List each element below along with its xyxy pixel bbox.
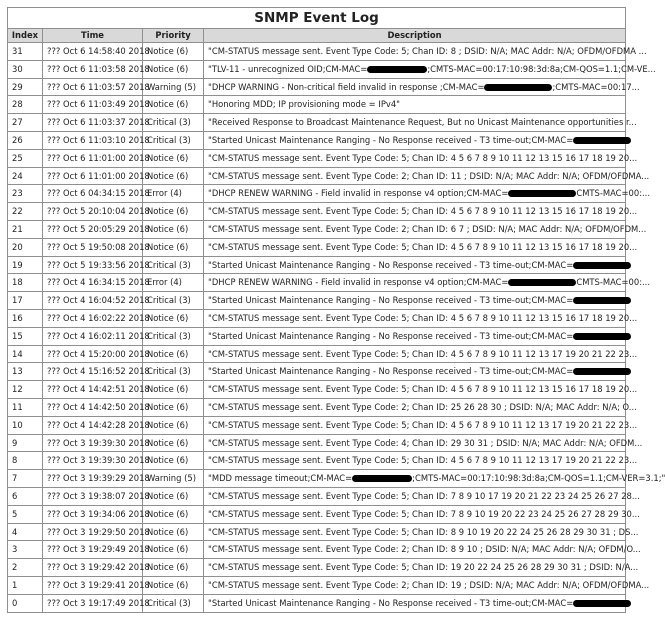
redaction-mark — [484, 84, 552, 91]
table-row — [8, 327, 626, 345]
row-description — [204, 559, 639, 577]
description-text: "CM-STATUS message sent. Event Type Code: 5; Chan ID: 4 5 6 7 8 9 10 11 12 13 15 16 17 18 19 20... — [208, 241, 638, 252]
row-index: 31 — [8, 43, 43, 61]
table-row — [8, 594, 626, 612]
row-index: 16 — [8, 309, 43, 327]
row-index: 6 — [8, 487, 43, 505]
row-index: 25 — [8, 149, 43, 167]
description-text: "Started Unicast Maintenance Ranging - No Response received - T3 time-out;CM-MAC= — [208, 134, 574, 145]
row-index: 21 — [8, 220, 43, 238]
event-log-table — [7, 7, 665, 613]
description-text: "CM-STATUS message sent. Event Type Code: 5; Chan ID: 4 5 6 7 8 9 10 11 12 13 17 19 20 21 22 23... — [208, 455, 638, 466]
description-text: "MDD message timeout;CM-MAC= — [208, 473, 353, 484]
table-row — [8, 416, 626, 434]
row-index: 24 — [8, 167, 43, 185]
row-description — [204, 523, 639, 541]
row-time: ??? Oct 4 16:02:22 2018 — [43, 309, 143, 327]
row-description — [204, 149, 638, 167]
description-text: "CM-STATUS message sent. Event Type Code: 2; Chan ID: 6 7 ; DSID: N/A; MAC Addr: N/A; OFDM/OFDM... — [208, 223, 647, 234]
col-header-time: Time — [43, 29, 143, 43]
row-priority: Notice (6) — [143, 398, 204, 416]
table-row — [8, 505, 626, 523]
row-time: ??? Oct 4 16:02:11 2018 — [43, 327, 143, 345]
table-title: SNMP Event Log — [8, 8, 626, 29]
row-description — [204, 274, 651, 292]
redaction-mark — [573, 368, 631, 375]
description-text: "DHCP RENEW WARNING - Field invalid in response v4 option;CM-MAC= — [208, 277, 509, 288]
row-priority: Warning (5) — [143, 470, 204, 488]
redaction-mark — [573, 600, 631, 607]
row-priority: Notice (6) — [143, 96, 204, 114]
row-time: ??? Oct 3 19:34:06 2018 — [43, 505, 143, 523]
row-index: 10 — [8, 416, 43, 434]
row-index: 13 — [8, 363, 43, 381]
row-description — [204, 541, 641, 559]
row-description — [204, 434, 643, 452]
description-text: "CM-STATUS message sent. Event Type Code: 5; Chan ID: 7 8 9 10 19 20 22 23 24 25 26 27 28 29 30... — [208, 508, 640, 519]
row-time: ??? Oct 6 11:03:10 2018 — [43, 131, 143, 149]
table-row — [8, 363, 626, 381]
row-index: 27 — [8, 114, 43, 132]
table-row — [8, 131, 626, 149]
row-index: 1 — [8, 576, 43, 594]
description-text: "CM-STATUS message sent. Event Type Code: 2; Chan ID: 11 ; DSID: N/A; MAC Addr: N/A; OFDM/OFDMA... — [208, 170, 650, 181]
table-row — [8, 43, 626, 61]
table-row — [8, 60, 626, 78]
row-index: 18 — [8, 274, 43, 292]
description-text-tail: ;CMTS-MAC=00:17:10:98:3d:8a;CM-QOS=1.1;CM-VER=3.1;" — [412, 473, 665, 484]
row-index: 4 — [8, 523, 43, 541]
description-text: "CM-STATUS message sent. Event Type Code: 5; Chan ID: 4 5 6 7 8 9 10 11 12 13 15 16 17 18 19 20... — [208, 152, 638, 163]
description-text: "Received Response to Broadcast Maintenance Request, But no Unicast Maintenance opportunities r... — [208, 117, 637, 128]
description-text-tail: ;CMTS-MAC=00:17:10:98:3d:8a;CM-QOS=1.1;CM-VE... — [427, 63, 656, 74]
row-time: ??? Oct 4 14:42:50 2018 — [43, 398, 143, 416]
row-priority: Warning (5) — [143, 78, 204, 96]
description-text: "CM-STATUS message sent. Event Type Code: 5; Chan ID: 7 8 9 10 17 19 20 21 22 23 24 25 26 27 28... — [208, 490, 640, 501]
row-time: ??? Oct 6 11:01:00 2018 — [43, 149, 143, 167]
row-index: 5 — [8, 505, 43, 523]
description-text: "Started Unicast Maintenance Ranging - No Response received - T3 time-out;CM-MAC= — [208, 330, 574, 341]
row-index: 7 — [8, 470, 43, 488]
table-row — [8, 256, 626, 274]
row-index: 15 — [8, 327, 43, 345]
row-index: 0 — [8, 594, 43, 612]
row-time: ??? Oct 5 19:33:56 2018 — [43, 256, 143, 274]
redaction-mark — [508, 190, 576, 197]
description-text: "CM-STATUS message sent. Event Type Code: 5; Chan ID: 8 ; DSID: N/A; MAC Addr: N/A; OFDM/OFDMA ... — [208, 46, 647, 56]
row-priority: Critical (3) — [143, 114, 204, 132]
row-priority: Notice (6) — [143, 238, 204, 256]
row-time: ??? Oct 4 15:20:00 2018 — [43, 345, 143, 363]
row-description — [204, 576, 650, 594]
table-row — [8, 203, 626, 221]
row-index: 20 — [8, 238, 43, 256]
row-priority: Notice (6) — [143, 541, 204, 559]
row-time: ??? Oct 3 19:29:41 2018 — [43, 576, 143, 594]
row-priority: Critical (3) — [143, 131, 204, 149]
description-text: "CM-STATUS message sent. Event Type Code: 2; Chan ID: 19 ; DSID: N/A; MAC Addr: N/A; OFDM/OFDMA... — [208, 579, 650, 590]
description-text: "Started Unicast Maintenance Ranging - No Response received - T3 time-out;CM-MAC= — [208, 597, 574, 608]
row-time: ??? Oct 6 11:03:37 2018 — [43, 114, 143, 132]
description-text: "Started Unicast Maintenance Ranging - No Response received - T3 time-out;CM-MAC= — [208, 295, 574, 306]
row-time: ??? Oct 3 19:39:30 2018 — [43, 434, 143, 452]
table-row — [8, 434, 626, 452]
row-time: ??? Oct 6 11:03:58 2018 — [43, 60, 143, 78]
row-time: ??? Oct 3 19:17:49 2018 — [43, 594, 143, 612]
row-time: ??? Oct 5 20:10:04 2018 — [43, 203, 143, 221]
row-priority: Notice (6) — [143, 43, 204, 61]
row-priority: Notice (6) — [143, 452, 204, 470]
row-index: 9 — [8, 434, 43, 452]
row-index: 19 — [8, 256, 43, 274]
table-row — [8, 274, 626, 292]
row-time: ??? Oct 5 20:05:29 2018 — [43, 220, 143, 238]
row-index: 11 — [8, 398, 43, 416]
description-text: "CM-STATUS message sent. Event Type Code: 5; Chan ID: 4 5 6 7 8 9 10 11 12 13 17 19 20 21 22 23... — [208, 419, 638, 430]
redaction-mark — [573, 262, 631, 269]
row-priority: Notice (6) — [143, 167, 204, 185]
row-description — [204, 114, 637, 132]
row-priority: Notice (6) — [143, 309, 204, 327]
row-priority: Notice (6) — [143, 434, 204, 452]
row-description — [204, 416, 638, 434]
row-index: 23 — [8, 185, 43, 203]
row-priority: Notice (6) — [143, 416, 204, 434]
row-time: ??? Oct 3 19:29:49 2018 — [43, 541, 143, 559]
row-description — [204, 167, 650, 185]
row-time: ??? Oct 6 11:03:57 2018 — [43, 78, 143, 96]
row-index: 14 — [8, 345, 43, 363]
row-description — [204, 505, 640, 523]
description-text: "CM-STATUS message sent. Event Type Code: 5; Chan ID: 8 9 10 19 20 22 24 25 26 28 29 30 31 ; DS... — [208, 526, 639, 537]
row-priority: Critical (3) — [143, 594, 204, 612]
description-text: "DHCP RENEW WARNING - Field invalid in response v4 option;CM-MAC= — [208, 188, 509, 199]
row-index: 28 — [8, 96, 43, 114]
row-priority: Critical (3) — [143, 292, 204, 310]
row-priority: Notice (6) — [143, 523, 204, 541]
row-time: ??? Oct 6 04:34:15 2018 — [43, 185, 143, 203]
row-time: ??? Oct 4 16:34:15 2018 — [43, 274, 143, 292]
row-index: 2 — [8, 559, 43, 577]
table-row — [8, 149, 626, 167]
row-index: 22 — [8, 203, 43, 221]
table-row — [8, 559, 626, 577]
row-priority: Notice (6) — [143, 220, 204, 238]
row-priority: Error (4) — [143, 274, 204, 292]
redaction-mark — [508, 279, 576, 286]
row-time: ??? Oct 6 11:01:00 2018 — [43, 167, 143, 185]
description-text: "CM-STATUS message sent. Event Type Code: 5; Chan ID: 4 5 6 7 8 9 10 11 12 13 15 16 17 18 19 20... — [208, 384, 638, 395]
redaction-mark — [352, 475, 412, 482]
row-time: ??? Oct 4 14:42:51 2018 — [43, 381, 143, 399]
row-index: 8 — [8, 452, 43, 470]
row-priority: Notice (6) — [143, 203, 204, 221]
row-description — [204, 131, 626, 149]
row-description — [204, 203, 638, 221]
table-row — [8, 114, 626, 132]
row-time: ??? Oct 3 19:38:07 2018 — [43, 487, 143, 505]
row-description — [204, 452, 638, 470]
row-time: ??? Oct 3 19:39:29 2018 — [43, 470, 143, 488]
row-description — [204, 292, 626, 310]
row-index: 17 — [8, 292, 43, 310]
redaction-mark — [573, 137, 631, 144]
row-priority: Notice (6) — [143, 345, 204, 363]
row-priority: Critical (3) — [143, 363, 204, 381]
table-row — [8, 381, 626, 399]
row-priority: Notice (6) — [143, 487, 204, 505]
redaction-mark — [367, 66, 427, 73]
table-row — [8, 292, 626, 310]
description-text: "Honoring MDD; IP provisioning mode = IPv4" — [208, 99, 401, 110]
row-description — [204, 238, 638, 256]
header-row — [8, 29, 626, 43]
row-time: ??? Oct 3 19:29:42 2018 — [43, 559, 143, 577]
row-priority: Notice (6) — [143, 505, 204, 523]
row-priority: Notice (6) — [143, 60, 204, 78]
col-header-index: Index — [8, 29, 43, 43]
row-description — [204, 43, 647, 61]
table-row — [8, 487, 626, 505]
table-row — [8, 470, 626, 488]
table-row — [8, 220, 626, 238]
row-priority: Critical (3) — [143, 256, 204, 274]
row-description — [204, 487, 640, 505]
row-index: 26 — [8, 131, 43, 149]
row-time: ??? Oct 4 16:04:52 2018 — [43, 292, 143, 310]
row-priority: Error (4) — [143, 185, 204, 203]
table-row — [8, 398, 626, 416]
row-description — [204, 185, 651, 203]
redaction-mark — [573, 333, 631, 340]
description-text: "CM-STATUS message sent. Event Type Code: 5; Chan ID: 4 5 6 7 8 9 10 11 12 13 15 16 17 18 19 20... — [208, 312, 638, 323]
row-index: 29 — [8, 78, 43, 96]
table-row — [8, 523, 626, 541]
description-text: "Started Unicast Maintenance Ranging - No Response received - T3 time-out;CM-MAC= — [208, 259, 574, 270]
row-time: ??? Oct 6 11:03:49 2018 — [43, 96, 143, 114]
description-text: "CM-STATUS message sent. Event Type Code: 2; Chan ID: 8 9 10 ; DSID: N/A; MAC Addr: N/A; OFDM/O... — [208, 544, 641, 555]
table-row — [8, 96, 626, 114]
description-text-tail: CMTS-MAC=00:... — [576, 277, 651, 288]
description-text: "CM-STATUS message sent. Event Type Code: 5; Chan ID: 19 20 22 24 25 26 28 29 30 31 ; DSID: N/A... — [208, 562, 639, 573]
row-description — [204, 327, 626, 345]
redaction-mark — [573, 297, 631, 304]
table-row — [8, 541, 626, 559]
description-text: "DHCP WARNING - Non-critical field invalid in response ;CM-MAC= — [208, 81, 485, 92]
row-description — [204, 381, 638, 399]
row-priority: Notice (6) — [143, 149, 204, 167]
description-text: "CM-STATUS message sent. Event Type Code: 2; Chan ID: 25 26 28 30 ; DSID: N/A; MAC Addr: N/A; O... — [208, 401, 637, 412]
row-priority: Notice (6) — [143, 576, 204, 594]
row-description — [204, 398, 637, 416]
row-time: ??? Oct 3 19:29:50 2018 — [43, 523, 143, 541]
table-row — [8, 185, 626, 203]
description-text-tail: CMTS-MAC=00:... — [576, 188, 651, 199]
table-row — [8, 167, 626, 185]
table-row — [8, 345, 626, 363]
table-row — [8, 238, 626, 256]
table-row — [8, 452, 626, 470]
row-description — [204, 309, 638, 327]
row-description — [204, 345, 638, 363]
row-time: ??? Oct 5 19:50:08 2018 — [43, 238, 143, 256]
row-time: ??? Oct 6 14:58:40 2018 — [43, 43, 143, 61]
col-header-priority: Priority — [143, 29, 204, 43]
row-priority: Notice (6) — [143, 381, 204, 399]
col-header-description: Description — [204, 29, 626, 43]
row-description — [204, 256, 626, 274]
row-description — [204, 470, 665, 488]
row-description — [204, 78, 640, 96]
description-text: "TLV-11 - unrecognized OID;CM-MAC= — [208, 63, 368, 74]
row-index: 30 — [8, 60, 43, 78]
row-description — [204, 60, 656, 78]
description-text: "Started Unicast Maintenance Ranging - No Response received - T3 time-out;CM-MAC= — [208, 366, 574, 377]
description-text: "CM-STATUS message sent. Event Type Code: 4; Chan ID: 29 30 31 ; DSID: N/A; MAC Addr: N/A; OFDM... — [208, 437, 643, 448]
row-time: ??? Oct 3 19:39:30 2018 — [43, 452, 143, 470]
row-time: ??? Oct 4 15:16:52 2018 — [43, 363, 143, 381]
description-text: "CM-STATUS message sent. Event Type Code: 5; Chan ID: 4 5 6 7 8 9 10 11 12 13 17 19 20 21 22 23... — [208, 348, 638, 359]
row-priority: Critical (3) — [143, 327, 204, 345]
table-row — [8, 576, 626, 594]
row-index: 3 — [8, 541, 43, 559]
row-index: 12 — [8, 381, 43, 399]
table-row — [8, 78, 626, 96]
row-description — [204, 594, 626, 612]
description-text-tail: ;CMTS-MAC=00:17... — [552, 81, 640, 92]
row-description — [204, 363, 626, 381]
table-row — [8, 309, 626, 327]
description-text: "CM-STATUS message sent. Event Type Code: 5; Chan ID: 4 5 6 7 8 9 10 11 12 13 15 16 17 18 19 20... — [208, 206, 638, 217]
event-log-panel — [7, 7, 665, 613]
row-time: ??? Oct 4 14:42:28 2018 — [43, 416, 143, 434]
row-priority: Notice (6) — [143, 559, 204, 577]
row-description — [204, 96, 626, 114]
row-description — [204, 220, 647, 238]
